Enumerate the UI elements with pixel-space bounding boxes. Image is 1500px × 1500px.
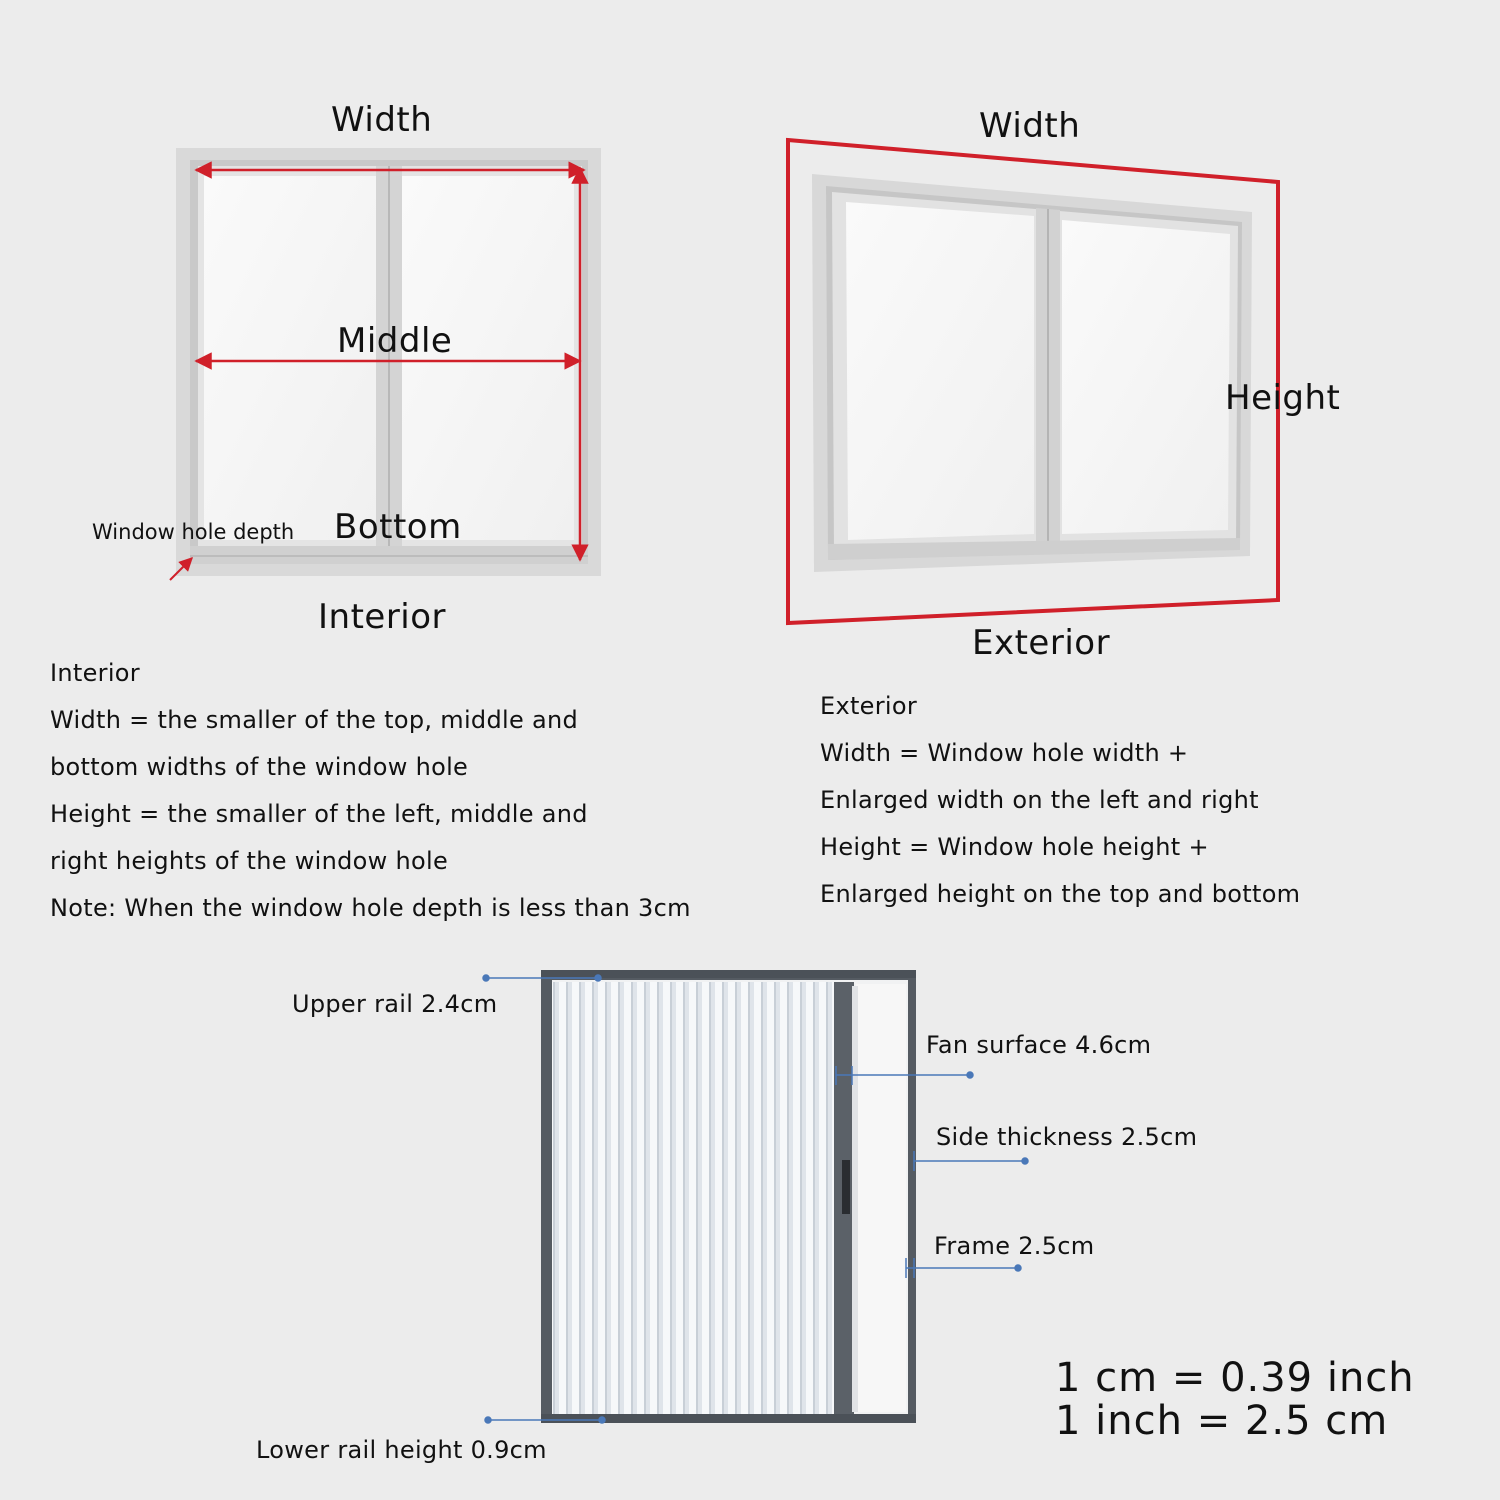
lower-rail-label: Lower rail height 0.9cm (256, 1436, 547, 1464)
unit-conversion (1055, 1357, 1415, 1443)
text-line: Note: When the window hole depth is less than 3cm (50, 894, 691, 922)
conversion-line-inch: 1 inch = 2.5 cm (1055, 1398, 1389, 1444)
upper-rail-label: Upper rail 2.4cm (292, 990, 498, 1018)
fan-surface-label: Fan surface 4.6cm (926, 1031, 1152, 1059)
exterior-height-label: Height (1225, 378, 1341, 418)
interior-middle-label: Middle (337, 321, 453, 361)
interior-width-label: Width (331, 100, 433, 140)
window-hole-depth-label: Window hole depth (92, 520, 295, 544)
side-thickness-label: Side thickness 2.5cm (936, 1123, 1198, 1151)
text-line: right heights of the window hole (50, 847, 449, 875)
interior-caption: Interior (318, 597, 447, 637)
text-line: Enlarged width on the left and right (820, 786, 1259, 814)
frame-label: Frame 2.5cm (934, 1232, 1095, 1260)
text-line: Interior (50, 659, 140, 687)
text-line: Width = Window hole width + (820, 739, 1189, 767)
text-line: Width = the smaller of the top, middle and (50, 706, 578, 734)
text-line: Exterior (820, 692, 918, 720)
text-line: Enlarged height on the top and bottom (820, 880, 1301, 908)
exterior-window (812, 174, 1252, 572)
handle (842, 1160, 850, 1214)
exterior-description (820, 683, 1300, 918)
text-line: Height = the smaller of the left, middle and (50, 800, 588, 828)
exterior-pane-right (1062, 220, 1230, 534)
interior-bottom-label: Bottom (334, 507, 462, 547)
exterior-caption: Exterior (972, 623, 1111, 663)
exterior-width-label: Width (979, 106, 1081, 146)
pleated-screen (541, 970, 916, 1423)
text-line: bottom widths of the window hole (50, 753, 469, 781)
conversion-line-cm: 1 cm = 0.39 inch (1055, 1355, 1415, 1401)
interior-description (50, 650, 691, 932)
exterior-pane-left (846, 202, 1034, 540)
text-line: Height = Window hole height + (820, 833, 1209, 861)
pleated-mesh (552, 982, 834, 1414)
